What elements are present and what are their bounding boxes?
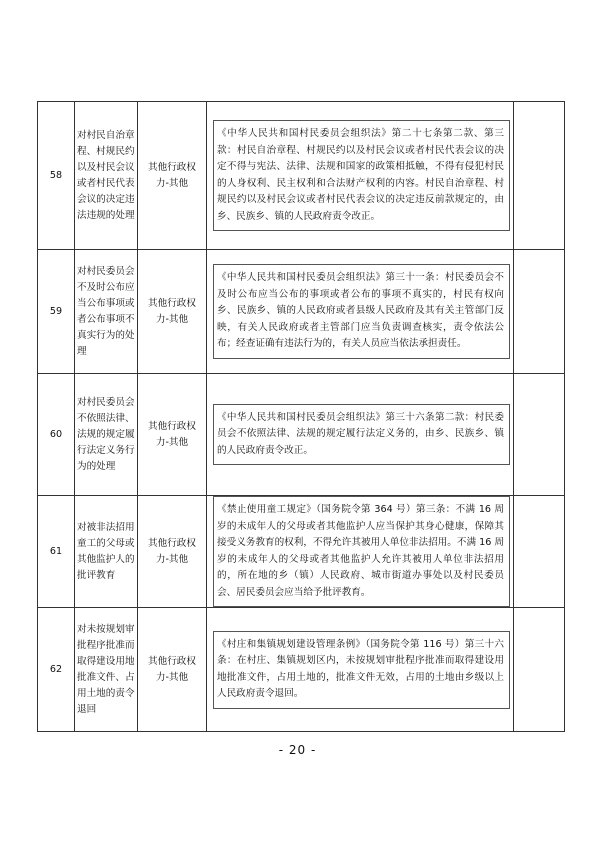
legal-basis-cell [207,250,514,374]
legal-basis-text: 《中华人民共和国村民委员会组织法》第三十一条：村民委员会不及时公布应当公布的事项或者公布的事项不真实的，村民有权向乡、民族乡、镇的人民政府或者县级人民政府及其有关主管部门反映，有关人民政府或者主管部门应当负责调查核实，责令依法公布；经查证确有违法行为的，有关人员应当依法承担责任。 [213,264,510,359]
remarks-cell [514,250,565,374]
item-name: 对未按规划审批程序批准而取得建设用地批准文件、占用土地的责令退回 [75,608,138,732]
remarks-cell [514,496,565,608]
remarks-cell [514,374,565,496]
legal-basis-cell [207,102,514,250]
legal-basis-text: 《中华人民共和国村民委员会组织法》第三十六条第二款：村民委员会不依照法律、法规的规定履行法定义务的，由乡、民族乡、镇的人民政府责令改正。 [213,404,510,466]
row-number: 62 [38,608,75,732]
remarks-cell [514,608,565,732]
power-category [138,374,207,496]
table-row [38,102,565,250]
item-name: 对村民自治章程、村规民约以及村民会议或者村民代表会议的决定违法违规的处理 [75,102,138,250]
row-number: 60 [38,374,75,496]
legal-basis-cell [207,374,514,496]
category-text: 其他行政权力-其他 [148,537,196,565]
legal-basis-text: 《中华人民共和国村民委员会组织法》第二十七条第二款、第三款：村民自治章程、村规民约以及村民会议或者村民代表会议的决定不得与宪法、法律、法规和国家的政策相抵触，不得有侵犯村民的人身权利、民主权利和合法财产权利的内容。村民自治章程、村规民约以及村民会议或者村民代表会议的决定违反前款规定的，由乡、民族乡、镇的人民政府责令改正。 [213,120,510,231]
row-number: 61 [38,496,75,608]
item-name: 对村民委员会不及时公布应当公布事项或者公布事项不真实行为的处理 [75,250,138,374]
row-number: 58 [38,102,75,250]
authority-table [37,101,565,732]
item-name: 对被非法招用童工的父母或其他监护人的批评教育 [75,496,138,608]
item-name: 对村民委员会不依照法律、法规的规定履行法定义务行为的处理 [75,374,138,496]
power-category [138,102,207,250]
category-text: 其他行政权力-其他 [148,161,196,189]
power-category [138,496,207,608]
row-number: 59 [38,250,75,374]
page-number: - 20 - [278,743,317,757]
legal-basis-cell [207,496,514,608]
table-row [38,496,565,608]
table-row [38,250,565,374]
table-row [38,374,565,496]
legal-basis-cell [207,608,514,732]
power-category [138,608,207,732]
remarks-cell [514,102,565,250]
legal-basis-text: 《禁止使用童工规定》（国务院令第 364 号）第三条：不满 16 周岁的未成年人的父母或者其他监护人应当保护其身心健康，保障其接受义务教育的权利，不得允许其被用人单位非法招用。不满 16 周岁的未成年人的父母或者其他监护人允许其被用人单位非法招用的，所在地的乡（镇）人民政府、城市街道办事处以及村民委员会、居民委员会应当给予批评教育。 [213,496,510,607]
power-category [138,250,207,374]
category-text: 其他行政权力-其他 [148,655,196,683]
table-row [38,608,565,732]
category-text: 其他行政权力-其他 [148,420,196,448]
category-text: 其他行政权力-其他 [148,297,196,325]
legal-basis-text: 《村庄和集镇规划建设管理条例》（国务院令第 116 号）第三十六条：在村庄、集镇规划区内，未按规划审批程序批准而取得建设用地批准文件，占用土地的，批准文件无效，占用的土地由乡级以上人民政府责令退回。 [213,631,510,709]
